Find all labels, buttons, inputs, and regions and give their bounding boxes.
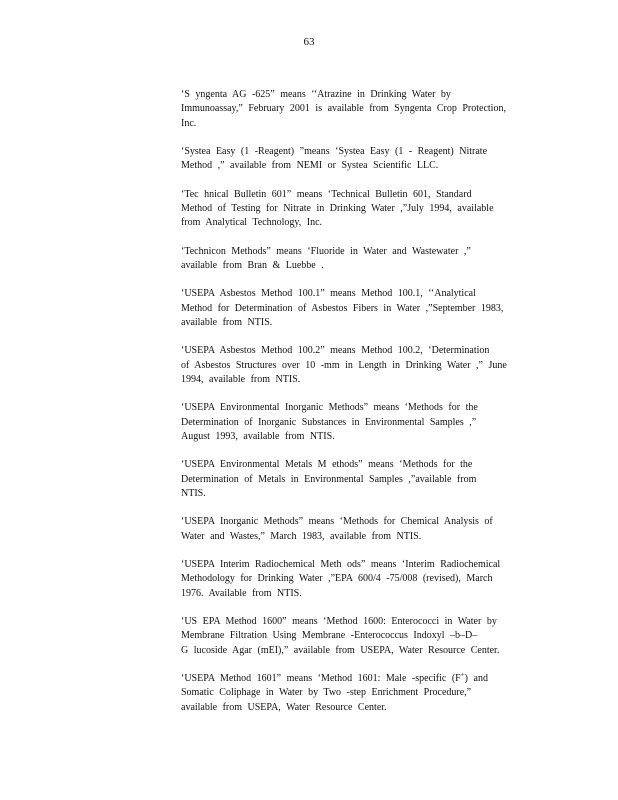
definition-entry	[181, 672, 537, 715]
entry-line: ‘USEPA Interim Radiochemical Meth ods” means ‘Interim Radiochemical	[181, 558, 501, 570]
entry-line: available from Bran & Luebbe .	[181, 260, 324, 272]
definition-entry	[181, 344, 537, 387]
entry-line: Immunoassay,” February 2001 is available from Syngenta Crop Protection,	[181, 103, 506, 115]
entry-line: of Asbestos Structures over 10 -mm in Length in Drinking Water ,” June	[181, 359, 507, 371]
definition-entry	[181, 615, 537, 658]
entry-line: Method ,” available from NEMI or Systea Scientific LLC.	[181, 160, 439, 172]
entry-line: Methodology for Drinking Water ,”EPA 600/4 -75/008 (revised), March	[181, 573, 493, 585]
entry-line: G lucoside Agar (mEI),” available from USEPA, Water Resource Center.	[181, 644, 500, 656]
entry-line: ‘USEPA Environmental Inorganic Methods” means ‘Methods for the	[181, 402, 478, 414]
entry-line: Water and Wastes,” March 1983, available from NTIS.	[181, 530, 422, 542]
entry-line: available from NTIS.	[181, 317, 273, 329]
entry-line: Determination of Inorganic Substances in Environmental Samples ,”	[181, 416, 477, 428]
definition-entry	[181, 458, 537, 501]
entry-line: ‘USEPA Environmental Metals M ethods” means ‘Methods for the	[181, 459, 473, 471]
entry-line-text: ) and	[464, 672, 488, 684]
entry-line: NTIS.	[181, 488, 206, 500]
superscript-plus: +	[460, 670, 465, 679]
entry-line: Method of Testing for Nitrate in Drinking Water ,”July 1994, available	[181, 203, 494, 215]
entry-line: from Analytical Technology, Inc.	[181, 217, 323, 229]
entry-line: ‘US EPA Method 1600” means ‘Method 1600: Enterococci in Water by	[181, 615, 497, 627]
entry-line: 1976. Available from NTIS.	[181, 587, 302, 599]
definition-entry	[181, 88, 537, 131]
entry-line: Determination of Metals in Environmental Samples ,”available from	[181, 473, 477, 485]
entry-line: ‘S yngenta AG -625” means ‘‘Atrazine in Drinking Water by	[181, 89, 451, 100]
entry-line: ‘Tec hnical Bulletin 601” means ‘Technical Bulletin 601, Standard	[181, 188, 472, 200]
definition-entry	[181, 401, 537, 444]
entry-line: August 1993, available from NTIS.	[181, 431, 335, 443]
entry-line-text: ‘USEPA Method 1601” means ‘Method 1601: Male -specific (F	[181, 672, 461, 684]
definition-entry	[181, 558, 537, 601]
definition-entry	[181, 188, 537, 231]
entry-line: Method for Determination of Asbestos Fibers in Water ,”September 1983,	[181, 302, 504, 314]
entry-line: ‘Systea Easy (1 -Reagent) ”means ‘Systea Easy (1 - Reagent) Nitrate	[181, 146, 488, 158]
entry-line: ‘USEPA Asbestos Method 100.1” means Method 100.1, ‘‘Analytical	[181, 288, 476, 300]
entry-line: ‘USEPA Asbestos Method 100.2” means Method 100.2, ‘Determination	[181, 345, 490, 357]
definition-entry	[181, 287, 537, 330]
entry-line: available from USEPA, Water Resource Center.	[181, 701, 387, 713]
entry-line: ‘Technicon Methods” means ‘Fluoride in Water and Wastewater ,”	[181, 245, 471, 257]
definition-entry	[181, 515, 537, 544]
entry-line	[181, 672, 537, 686]
definitions-list	[181, 88, 537, 715]
entry-line: Inc.	[181, 117, 197, 129]
definition-entry	[181, 245, 537, 274]
page-number: 63	[303, 36, 315, 48]
entry-line: Somatic Coliphage in Water by Two -step Enrichment Procedure,”	[181, 687, 472, 699]
entry-line: Membrane Filtration Using Membrane -Enterococcus Indoxyl –b–D–	[181, 630, 478, 642]
entry-line: 1994, available from NTIS.	[181, 374, 301, 386]
definition-entry	[181, 145, 537, 174]
entry-line: ‘USEPA Inorganic Methods” means ‘Methods for Chemical Analysis of	[181, 516, 493, 528]
